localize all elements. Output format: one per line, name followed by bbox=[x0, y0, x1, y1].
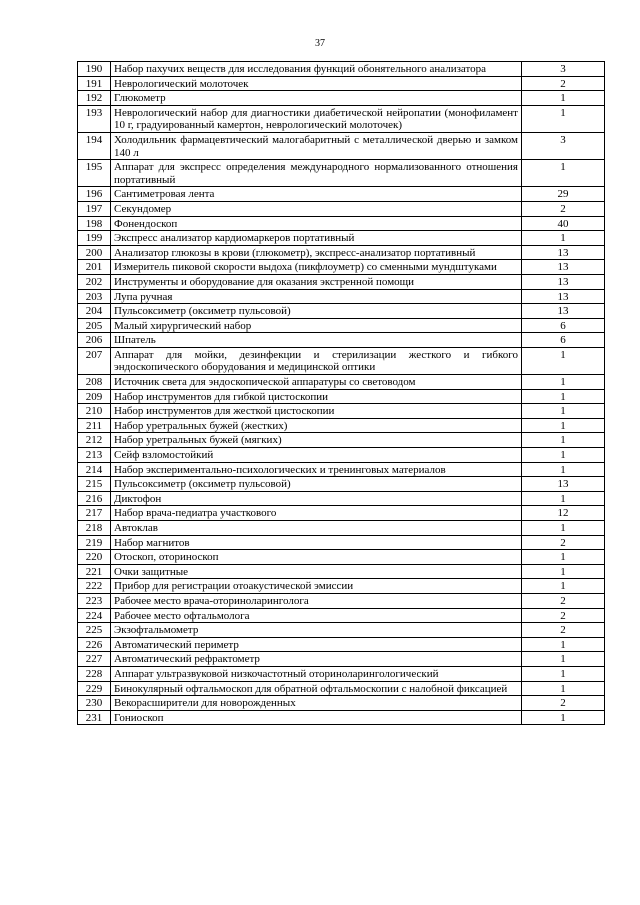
row-number: 221 bbox=[78, 564, 111, 579]
item-name: Векорасширители для новорожденных bbox=[111, 696, 522, 711]
item-name: Рабочее место врача-оториноларинголога bbox=[111, 593, 522, 608]
item-name: Секундомер bbox=[111, 201, 522, 216]
row-number: 204 bbox=[78, 304, 111, 319]
row-number: 190 bbox=[78, 62, 111, 77]
table-row bbox=[78, 608, 605, 623]
item-name: Набор магнитов bbox=[111, 535, 522, 550]
table-row bbox=[78, 245, 605, 260]
row-number: 214 bbox=[78, 462, 111, 477]
item-quantity: 2 bbox=[522, 623, 605, 638]
item-quantity: 29 bbox=[522, 187, 605, 202]
item-quantity: 13 bbox=[522, 304, 605, 319]
equipment-table bbox=[77, 61, 605, 725]
item-quantity: 1 bbox=[522, 521, 605, 536]
item-quantity: 1 bbox=[522, 375, 605, 390]
item-name: Очки защитные bbox=[111, 564, 522, 579]
item-quantity: 2 bbox=[522, 608, 605, 623]
item-quantity: 1 bbox=[522, 231, 605, 246]
item-quantity: 1 bbox=[522, 637, 605, 652]
item-quantity: 1 bbox=[522, 564, 605, 579]
row-number: 208 bbox=[78, 375, 111, 390]
table-row bbox=[78, 216, 605, 231]
item-quantity: 1 bbox=[522, 491, 605, 506]
item-name: Неврологический набор для диагностики диабетической нейропатии (монофиламент 10 г, градуированный камертон, неврологический молоточек) bbox=[111, 105, 522, 132]
row-number: 226 bbox=[78, 637, 111, 652]
table-row bbox=[78, 535, 605, 550]
table-row bbox=[78, 404, 605, 419]
row-number: 210 bbox=[78, 404, 111, 419]
table-row bbox=[78, 681, 605, 696]
item-name: Отоскоп, оториноскоп bbox=[111, 550, 522, 565]
item-name: Экзофтальмометр bbox=[111, 623, 522, 638]
table-row bbox=[78, 623, 605, 638]
table-row bbox=[78, 462, 605, 477]
row-number: 223 bbox=[78, 593, 111, 608]
row-number: 206 bbox=[78, 333, 111, 348]
item-name: Источник света для эндоскопической аппаратуры со световодом bbox=[111, 375, 522, 390]
item-name: Пульсоксиметр (оксиметр пульсовой) bbox=[111, 477, 522, 492]
row-number: 231 bbox=[78, 710, 111, 725]
item-name: Набор экспериментально-психологических и тренинговых материалов bbox=[111, 462, 522, 477]
item-name: Малый хирургический набор bbox=[111, 318, 522, 333]
table-row bbox=[78, 593, 605, 608]
row-number: 194 bbox=[78, 132, 111, 159]
row-number: 202 bbox=[78, 274, 111, 289]
item-quantity: 1 bbox=[522, 105, 605, 132]
row-number: 212 bbox=[78, 433, 111, 448]
row-number: 198 bbox=[78, 216, 111, 231]
item-quantity: 1 bbox=[522, 418, 605, 433]
row-number: 195 bbox=[78, 160, 111, 187]
item-quantity: 1 bbox=[522, 347, 605, 374]
item-quantity: 12 bbox=[522, 506, 605, 521]
item-quantity: 2 bbox=[522, 76, 605, 91]
item-name: Анализатор глюкозы в крови (глюкометр), экспресс-анализатор портативный bbox=[111, 245, 522, 260]
item-name: Набор инструментов для гибкой цистоскопии bbox=[111, 389, 522, 404]
item-quantity: 1 bbox=[522, 681, 605, 696]
table-row bbox=[78, 187, 605, 202]
item-name: Пульсоксиметр (оксиметр пульсовой) bbox=[111, 304, 522, 319]
item-name: Аппарат для экспресс определения международного нормализованного отношения портативный bbox=[111, 160, 522, 187]
item-quantity: 1 bbox=[522, 389, 605, 404]
table-row bbox=[78, 132, 605, 159]
item-quantity: 13 bbox=[522, 274, 605, 289]
item-name: Рабочее место офтальмолога bbox=[111, 608, 522, 623]
row-number: 219 bbox=[78, 535, 111, 550]
table-row bbox=[78, 506, 605, 521]
item-name: Шпатель bbox=[111, 333, 522, 348]
item-name: Измеритель пиковой скорости выдоха (пикфлоуметр) со сменными мундштуками bbox=[111, 260, 522, 275]
row-number: 205 bbox=[78, 318, 111, 333]
item-quantity: 3 bbox=[522, 132, 605, 159]
table-row bbox=[78, 347, 605, 374]
table-row bbox=[78, 318, 605, 333]
item-quantity: 13 bbox=[522, 289, 605, 304]
table-row bbox=[78, 76, 605, 91]
row-number: 203 bbox=[78, 289, 111, 304]
row-number: 209 bbox=[78, 389, 111, 404]
table-row bbox=[78, 550, 605, 565]
row-number: 196 bbox=[78, 187, 111, 202]
row-number: 220 bbox=[78, 550, 111, 565]
item-name: Набор пахучих веществ для исследования функций обонятельного анализатора bbox=[111, 62, 522, 77]
item-name: Холодильник фармацевтический малогабаритный с металлической дверью и замком 140 л bbox=[111, 132, 522, 159]
row-number: 199 bbox=[78, 231, 111, 246]
row-number: 193 bbox=[78, 105, 111, 132]
row-number: 192 bbox=[78, 91, 111, 106]
item-name: Фонендоскоп bbox=[111, 216, 522, 231]
row-number: 224 bbox=[78, 608, 111, 623]
item-quantity: 2 bbox=[522, 696, 605, 711]
row-number: 216 bbox=[78, 491, 111, 506]
item-quantity: 1 bbox=[522, 652, 605, 667]
item-name: Набор инструментов для жесткой цистоскопии bbox=[111, 404, 522, 419]
row-number: 227 bbox=[78, 652, 111, 667]
table-row bbox=[78, 652, 605, 667]
item-name: Бинокулярный офтальмоскоп для обратной офтальмоскопии с налобной фиксацией bbox=[111, 681, 522, 696]
item-quantity: 6 bbox=[522, 318, 605, 333]
item-quantity: 2 bbox=[522, 535, 605, 550]
item-quantity: 1 bbox=[522, 404, 605, 419]
row-number: 229 bbox=[78, 681, 111, 696]
item-name: Диктофон bbox=[111, 491, 522, 506]
row-number: 191 bbox=[78, 76, 111, 91]
item-name: Набор уретральных бужей (мягких) bbox=[111, 433, 522, 448]
table-row bbox=[78, 637, 605, 652]
item-quantity: 13 bbox=[522, 477, 605, 492]
item-quantity: 1 bbox=[522, 448, 605, 463]
item-name: Набор уретральных бужей (жестких) bbox=[111, 418, 522, 433]
item-name: Аппарат для мойки, дезинфекции и стерилизации жесткого и гибкого эндоскопического оборудования и медицинской оптики bbox=[111, 347, 522, 374]
table-row bbox=[78, 491, 605, 506]
table-row bbox=[78, 666, 605, 681]
item-quantity: 6 bbox=[522, 333, 605, 348]
table-row bbox=[78, 105, 605, 132]
table-row bbox=[78, 304, 605, 319]
item-name: Экспресс анализатор кардиомаркеров портативный bbox=[111, 231, 522, 246]
equipment-table-body bbox=[78, 62, 605, 725]
item-name: Автоматический рефрактометр bbox=[111, 652, 522, 667]
item-quantity: 1 bbox=[522, 579, 605, 594]
table-row bbox=[78, 418, 605, 433]
table-row bbox=[78, 333, 605, 348]
row-number: 222 bbox=[78, 579, 111, 594]
row-number: 215 bbox=[78, 477, 111, 492]
row-number: 197 bbox=[78, 201, 111, 216]
table-row bbox=[78, 579, 605, 594]
row-number: 207 bbox=[78, 347, 111, 374]
row-number: 200 bbox=[78, 245, 111, 260]
table-row bbox=[78, 160, 605, 187]
row-number: 225 bbox=[78, 623, 111, 638]
table-row bbox=[78, 289, 605, 304]
item-quantity: 13 bbox=[522, 245, 605, 260]
item-name: Глюкометр bbox=[111, 91, 522, 106]
table-row bbox=[78, 564, 605, 579]
item-name: Набор врача-педиатра участкового bbox=[111, 506, 522, 521]
item-quantity: 1 bbox=[522, 550, 605, 565]
item-quantity: 1 bbox=[522, 462, 605, 477]
table-row bbox=[78, 448, 605, 463]
row-number: 217 bbox=[78, 506, 111, 521]
table-row bbox=[78, 274, 605, 289]
item-quantity: 1 bbox=[522, 433, 605, 448]
row-number: 213 bbox=[78, 448, 111, 463]
item-name: Инструменты и оборудование для оказания экстренной помощи bbox=[111, 274, 522, 289]
table-row bbox=[78, 389, 605, 404]
item-quantity: 3 bbox=[522, 62, 605, 77]
page-number: 37 bbox=[315, 38, 325, 49]
item-name: Лупа ручная bbox=[111, 289, 522, 304]
item-name: Сантиметровая лента bbox=[111, 187, 522, 202]
item-name: Неврологический молоточек bbox=[111, 76, 522, 91]
item-quantity: 2 bbox=[522, 593, 605, 608]
table-row bbox=[78, 696, 605, 711]
item-quantity: 2 bbox=[522, 201, 605, 216]
table-row bbox=[78, 521, 605, 536]
item-name: Аппарат ультразвуковой низкочастотный оториноларингологический bbox=[111, 666, 522, 681]
table-row bbox=[78, 62, 605, 77]
item-name: Автоклав bbox=[111, 521, 522, 536]
table-row bbox=[78, 231, 605, 246]
table-row bbox=[78, 477, 605, 492]
item-quantity: 13 bbox=[522, 260, 605, 275]
item-name: Автоматический периметр bbox=[111, 637, 522, 652]
table-row bbox=[78, 375, 605, 390]
item-quantity: 40 bbox=[522, 216, 605, 231]
row-number: 218 bbox=[78, 521, 111, 536]
table-row bbox=[78, 433, 605, 448]
item-name: Прибор для регистрации отоакустической эмиссии bbox=[111, 579, 522, 594]
table-row bbox=[78, 710, 605, 725]
item-quantity: 1 bbox=[522, 91, 605, 106]
table-row bbox=[78, 91, 605, 106]
row-number: 228 bbox=[78, 666, 111, 681]
table-row bbox=[78, 260, 605, 275]
item-quantity: 1 bbox=[522, 160, 605, 187]
item-name: Гониоскоп bbox=[111, 710, 522, 725]
item-quantity: 1 bbox=[522, 710, 605, 725]
item-quantity: 1 bbox=[522, 666, 605, 681]
row-number: 201 bbox=[78, 260, 111, 275]
row-number: 211 bbox=[78, 418, 111, 433]
table-row bbox=[78, 201, 605, 216]
item-name: Сейф взломостойкий bbox=[111, 448, 522, 463]
row-number: 230 bbox=[78, 696, 111, 711]
